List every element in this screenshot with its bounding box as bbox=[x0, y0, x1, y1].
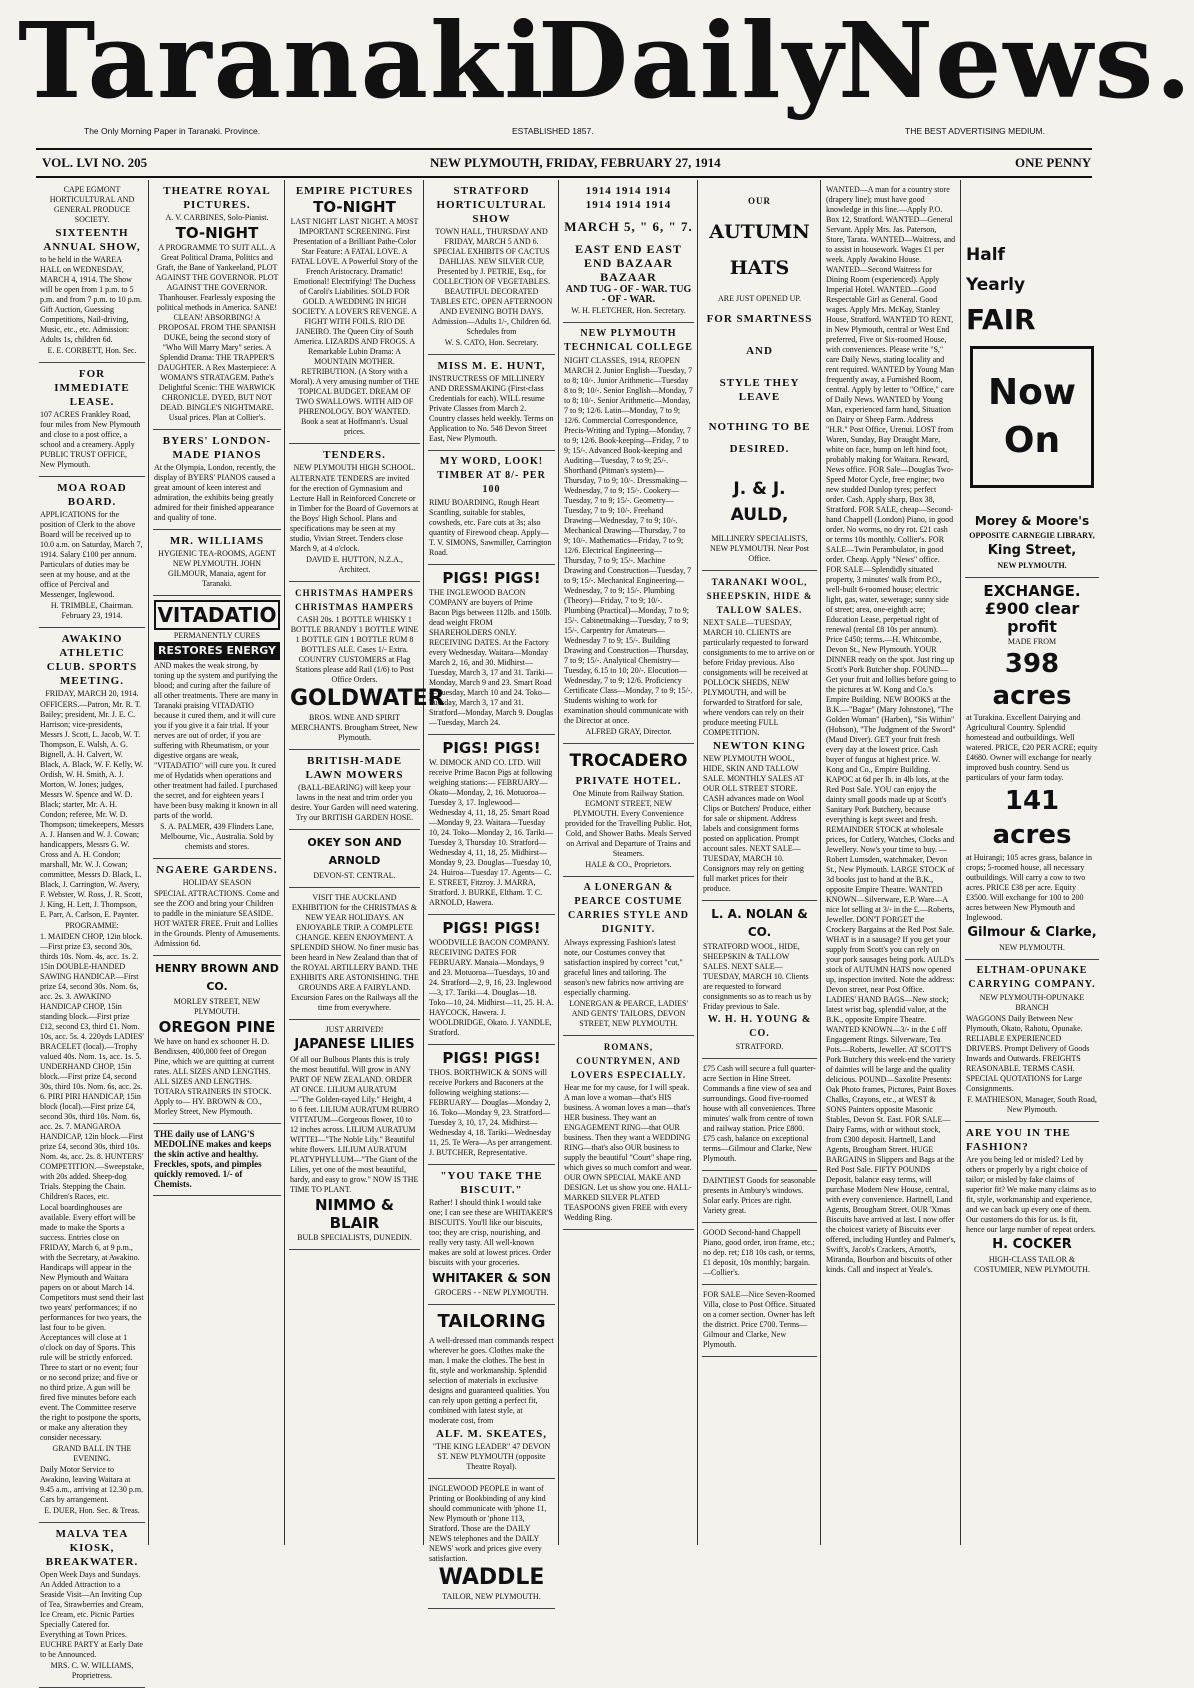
ad-subtitle: OPPOSITE CARNEGIE LIBRARY, bbox=[969, 531, 1095, 540]
masthead-rule-top bbox=[36, 148, 1092, 150]
ad-line: 398 acres bbox=[992, 649, 1072, 711]
classified-ads bbox=[825, 180, 957, 1281]
ad-title: ARE YOU IN THE FASHION? bbox=[966, 1127, 1071, 1153]
ad-title: MOA ROAD BOARD. bbox=[57, 482, 127, 508]
ad-line: 141 acres bbox=[992, 786, 1072, 850]
programme-body: 1. MAIDEN CHOP, 12in block.—First prize £3, second 30s, thirds 10s. Nom. 4s, acc. 1s. 2. 15in DOUBLE-HANDED SAWING HANDICAP.—First prize £4, second 30s. Nom. 6s, acc. 2s. 3. AWAKINO HANDICAP CHOP, 15in standing block.—First prize £12, second £3, third £1. Nom. 10s, acc. 5s. 4. 220yds LADIES' BRACELET (local).—Trophy valued 40s. Nom. 1s, acc. 1s. 5. UNDERHAND CHOP, 15in block.—First prize £4, second 30s, third 10s. Nom. 6s, acc. 2s. 6. PIRI PIRI HANDICAP, 15in block (local).—First prize £4, second 30s, third 10s. Nom. 6s, acc. 2s. 7. MANGAROA HANDICAP, 12in block.—First prize £4, second 30s, third 10s. Nom. 4s, acc. 2s. 8. HUNTERS' COMPETITION.—Sweepstake, with 20s added. Sheep-dog Trials. Stepping the Chain. Children's Races, etc. bbox=[40, 932, 144, 1201]
masthead-rule-bottom bbox=[36, 176, 1092, 178]
ad-body: A PROGRAMME TO SUIT ALL. A Great Political Drama, Politics and Graft, the Bane of Yankeeland, PLOT AGAINST THE GOVERNOR. PLOT AGAINST THE GOVERNOR. Thanhouser. Fearlessly exposing the political methods in America. SANE! CLEAN! ABSORBING! A PROPOSAL FROM THE SPANISH DUKE, being the second story of "Who Will Marry Mary" series. A Splendid Drama: THE TRAPPER'S DAUGHTER. A Rex Masterpiece: A WOMAN'S STRATAGEM. Pathe's Delightful Scenic: THE WARWICK CHRONICLE. DYED, BUT NOT DEAD. BINGLE'S NIGHTMARE. Usual prices. Plan at Collier's. bbox=[155, 243, 279, 422]
ad-body: at Huirangi; 105 acres grass, balance in crops; 5-roomed house, all necessary outbuildings. Will carry a cow to two acres. PRICE £38 per acre. Equity £3500. Will exchange for 100 to 200 acres between New Plymouth and Inglewood. bbox=[966, 853, 1092, 922]
ad-subtitle: PRIVATE HOTEL. bbox=[575, 775, 682, 787]
ad-line: Yearly bbox=[966, 275, 1026, 295]
ad-body: THE INGLEWOOD BACON COMPANY are buyers of Prime Bacon Pigs between 112lb. and 150lb. dead weight FROM SHAREHOLDERS ONLY. RECEIVING DATES. At the Factory every Wednesday. Waitara—Monday March 2, 16, and 30. Midhirst—Tuesday, March 3, 17 and 31. Tariki—Monday, March 9 and 23. Smart Road—Tuesday, March 10 and 24. Toko—Tuesday, March 3, 17 and 31. Stratford—Monday, March 9. Douglas—Tuesday, March 24. bbox=[429, 588, 554, 727]
ad-title: MALVA TEA KIOSK, BREAKWATER. bbox=[45, 1528, 139, 1568]
ad-body: at Turakina. Excellent Dairying and Agricultural Country. Splendid homestead and outbuildings. Well watered. PRICE, £20 PER ACRE; equity £4680. Owner will exchange for nearly improved bush country. Send us particulars of your farm today. bbox=[966, 713, 1098, 782]
masthead-established: ESTABLISHED 1857. bbox=[512, 126, 594, 136]
ad-line: Now bbox=[987, 372, 1077, 413]
ad-signature: GROCERS - - NEW PLYMOUTH. bbox=[434, 1288, 549, 1297]
byers-pianos-ad bbox=[153, 430, 281, 530]
ad-title: EMPIRE PICTURES bbox=[295, 185, 414, 197]
ad-body: NIGHT CLASSES, 1914, REOPEN MARCH 2. Junior English—Tuesday, 7 to 8; 10/-. Junior Arithmetic—Tuesday 8 to 9; 10/-. Senior English—Monday, 7 to 8; 10/-. Senior Arithmetic—Monday, 7 to 9; 12/6. Latin—Monday, 7 to 9; 12/6. Commercial Correspondence, Precis-Writing and Typing—Monday, 7 to 9; 12/6. Book-keeping—Friday, 7 to 9; 15/-. Advanced Book-keeping and Auditing—Tuesday, 7 to 9; 25/-. Shorthand (Pitman's system)—Thursday, 7 to 9; 10/-. Dressmaking—Wednesday, 7 to 9; 15/-. Cookery—Tuesday, 7 to 9; 15/-. Geometry—Tuesday, 7 to 9; 10/-. Freehand Drawing—Wednesday, 7 to 9; 10/-. Mechanical Drawing—Thursday, 7 to 9; 10/-. Mathematics—Friday, 7 to 9; 12/6. Electrical Engineering—Thursday, 7 to 9; 15/-. Machine Drawing and Construction—Tuesday, 7 to 9; 15/-. Mechanical Engineering—Wednesday, 7 to 9; 15/-. Plumbing (Theory)—Friday, 7 to 9; 10/-. Plumbing (Practical)—Monday, 7 to 9; 15/-. Cabinetmaking—Tuesday, 7 to 9; 15/-. Carpentry for Amateurs—Wednesday 7 to 9; 15/-. Building Drawing and Construction—Thursday, 7 to 9; 15/-. Analytical Chemistry—Tuesday, 6.15 to 10; 20/-. Elocution—Wednesday, 7 to 9; 12/6. Proficiency Certificate Class—Monday, 7 to 9; 15/-. Students wishing to work for examination should communicate with the Director at once. bbox=[564, 356, 693, 725]
column-1 bbox=[36, 180, 148, 1680]
woodville-bacon-ad bbox=[428, 915, 555, 1045]
ad-subtitle: HOLIDAY SEASON bbox=[182, 878, 252, 887]
villa-sale-ad bbox=[702, 1285, 817, 1357]
masthead-advert: THE BEST ADVERTISING MEDIUM. bbox=[905, 126, 1045, 136]
ad-body: INSTRUCTRESS OF MILLINERY AND DRESSMAKING (First-class Credentials for each). WILL resume Private Classes from March 2. Country classes held weekly. Terms on Application to No. 548 Devon Street East, New Plymouth. bbox=[429, 374, 554, 443]
ad-signature: HIGH-CLASS TAILOR & COSTUMIER, NEW PLYMOUTH. bbox=[974, 1255, 1090, 1274]
chappell-piano-ad bbox=[702, 1223, 817, 1285]
ad-brand: NIMMO & BLAIR bbox=[314, 1196, 395, 1232]
ad-body: One Minute from Railway Station. EGMONT STREET, NEW PLYMOUTH. Every Convenience provided for the Travelling Public. Hot, Cold, and Shower Baths. Meals Served on Arrival and Departure of Trains and Steamers. bbox=[565, 789, 692, 858]
ad-years: 1914 1914 1914 bbox=[585, 199, 672, 211]
ad-title: THEATRE ROYAL PICTURES. bbox=[163, 185, 271, 211]
ad-date: FRIDAY, MARCH 20, 1914. bbox=[45, 689, 139, 698]
ad-brand: WHITAKER & SON bbox=[432, 1271, 551, 1285]
ad-heading: CAPE EGMONT HORTICULTURAL AND GENERAL PRODUCE SOCIETY. bbox=[49, 185, 135, 224]
okey-son-arnold-ad bbox=[289, 830, 420, 888]
ad-line: FAIR bbox=[966, 303, 1036, 336]
ad-line: King Street, bbox=[987, 543, 1077, 558]
ad-body: £75 Cash will secure a full quarter-acre Section in Hine Street. Commands a fine view of sea and surroundings. Good five-roomed house with all conveniences. Three minutes' walk from centre of town and railway station. Price £800. £75 cash, balance on exceptional terms—Gilmour and Clarke, New Plymouth. bbox=[703, 1064, 816, 1163]
ad-line: MADE FROM bbox=[1007, 637, 1057, 646]
inglewood-bacon-ad bbox=[428, 565, 555, 735]
sports-notes: Local boardinghouses are available. Every effort will be made to make the Sports a success. Entries close on FRIDAY, March 6, at 9 p.m., with the Secretary, at Awakino. Handicaps will appear in the New Plymouth and Waitara papers on or about March 14. Competitors must send their last two years' performances; if no performances for two years, the last four to be given. Acceptances will close at 1 o'clock on day of Sports. This rule will be strictly enforced. Three to start or no event; four or no second prize; and five or no third prize. A gun will be fired five minutes before each event. The Committee reserve the right to postpone the sports, or make any alteration they consider necessary. bbox=[40, 1203, 144, 1442]
ad-body: STRATFORD WOOL, HIDE, SHEEPSKIN & TALLOW SALES. NEXT SALE—TUESDAY, MARCH 10. Clients are requested to forward consignments so as to reach us by Friday previous to Sale. bbox=[703, 942, 812, 1011]
ad-body: GOOD Second-hand Chappell Piano, good order, iron frame, etc.; no dep. ret; £18 10s cash, or terms, £1 deposit, 10s monthly; bargain.—Collier's. bbox=[703, 1228, 815, 1277]
ad-signature: H. TRIMBLE, Chairman. February 23, 1914. bbox=[50, 601, 134, 620]
ad-product: OREGON PINE bbox=[158, 1018, 276, 1036]
ad-title: PIGS! PIGS! bbox=[442, 569, 541, 587]
column-8 bbox=[962, 180, 1102, 1545]
stratford-show-ad bbox=[428, 180, 555, 355]
ad-signature: MRS. C. W. WILLIAMS, Proprietress. bbox=[50, 1661, 134, 1680]
column-rule bbox=[697, 180, 698, 1545]
masthead-title-left: Taranaki bbox=[18, 0, 546, 122]
classified-body: WANTED—A man for a country store (drapery line); must have good knowledge in this line.—Apply P.O. Box 12, Stratford. WANTED—General Servant. Apply Mrs. Jas. Paterson, Store, Tarata. WANTED—Waitress, and to assist in housework. Wages £1 per week. Apply Awakino House. WANTED—Second Waitress for Dining Room (experienced). Apply Imperial Hotel. WANTED—Good Respectable Girl as General. Good wages. Apply Mrs. McKay, Stanley House, Stratford. WANTED TO RENT, in New Plymouth, central or West End preferred, Five or Six-roomed House, with conveniences. Please write "S," care Daily News, stating locality and rent required. WANTED by Young Man frequently away, a Furnished Room, central. Apply by letter to "Office," care of Daily News. WANTED by Young Man, experienced farm hand, Situation on Dairy or Sheep Farm. Address "H.R." Post Office, Urenui. LOST from Waren, Sunday, Bay Draught Mare, white on face, hump on left hind foot, probably making for Waitara. Reward, News office. FOR Sale—Douglas Two-Speed Motor Cycle, free engine; two new studded Dunlop tyres; perfect order. Cash. Apply sharp, Box 38, Stratford. FOR SALE, cheap—Second-hand Chappell (London) Piano, in good order. No worms, no dry rot. £21 cash or terms 10s monthly. Collier's. FOR SALE—Twin Perambulator, in good order. Cheap. Apply "News" office. FOR SALE—Splendidly situated property, 3 minutes' walk from P.O., well-built 6-roomed house; electric light, gas, water, sewerage; sunny side of street; area, one-eighth acre; Education Lease, perpetual right of renewal (rental £8 10s per annum). Price £450; terms.—H. Whitcombe, Devon St., New Plymouth. YOUR DINNER ready on the spot. Just ring up Scott's Pork Butcher shop. FOUND—Get your fruit and lollies before going to the pictures at W. Kong and Co.'s Empire Building. NEW BOOKS at the B.K.—"Bagar" (Mary Johnstone), "The Golden Woman" (Harben), "Sis Within" (Hobson), "The Judgment of the Sword" (Maud Diver). GET your fruit fresh every day at the lowest price. Cash buyer of fungus at highest price. W. Kong and Co., Empire Building. KAPOC at 6d per lb. in 4lb lots, at the Red Post Sale. YOU can enjoy the dainty small goods made up at Scott's Sanitary Pork Butchery, because everything is kept sweet and fresh. REMAINDER STOCK at wholesale prices, for Cutlery, Watches, Clocks and Jewellery. Now's your time to buy. —Robert Lumsden, watchmaker, Devon St., New Plymouth. LARGE STOCK of 3d books just to hand at the B.K., opposite Empire Theatre. WANTED KNOWN—Silverware, E.P. Ware—A nice lot selling at 3/- in the £.—Roberts, Jeweller. DON'T FORGET the Crockery Bargains at the Red Post Sale. WHAT is in a sausage? If you get your supply from Scott's you can rely on your pork sausages being pork. AULD's stock of AUTUMN HATS now opened up, inspection invited. Note the address: Devon street, near Post Office. LADIES' HAND BAGS—New stock; latest wrist bag, splendid value, at the B.K., opposite Empire Theatre. WANTED KNOWN—3/- in the £ off Engagement Rings. Silverware, Tea Pots.—Roberts, Jeweller. AT SCOTT'S Pork Butchery this week-end the variety of dainties will be large and the quality delicious. POUND—Saxolite Presents: Oak Photo frames, Pictures, Paint Boxes Chalks, Crayons, etc., at WEST & SONS Painters opposite Masonic Stables, Devon St. East. FOR SALE—Dairy Farms, with or without stock, from £300 deposit. Hartnell, Land Agents, Brougham Street. HUGE BARGAINS in Slippers and Bags at the Red Post Sale. FIFTY POUNDS Deposit, balance easy terms, will purchase Modern New House, central, with every convenience. Hartnell, Land Agents, Brougham Street. OUR 'Xmas Biscuits have arrived at last. I now offer the choicest variety of Biscuits ever offered, including Huntley and Palmer's, Swift's, Jacob's Crackers, Arnott's, Miranda, Bourbon and biscuits of other kinds. Call and inspect at Yeale's. bbox=[826, 185, 956, 1274]
wool-sales-ad bbox=[702, 571, 817, 901]
ad-subtitle: A. V. CARBINES, Solo-Pianist. bbox=[165, 213, 269, 222]
volume-number: VOL. LVI NO. 205 bbox=[42, 155, 148, 170]
printing-ad bbox=[428, 1479, 555, 1609]
henry-brown-ad bbox=[153, 956, 281, 1124]
ad-title: PIGS! PIGS! bbox=[442, 919, 541, 937]
ad-signature: LONERGAN & PEARCE, LADIES' AND GENTS' TAILORS, DEVON STREET, NEW PLYMOUTH. bbox=[569, 999, 688, 1028]
ad-body: At the Olympia, London, recently, the display of BYERS' PIANOS caused a great amount of keen interest and admiration, the exhibits being greatly admired for their finished appearance and quality of tone. bbox=[154, 463, 276, 522]
ad-body: AND TUG - OF - WAR. TUG - OF - WAR. bbox=[565, 284, 692, 305]
christmas-hampers-ad bbox=[289, 582, 445, 750]
ad-brand: GOLDWATER bbox=[290, 686, 445, 711]
ad-body: Hear me for my cause, for I will speak. A man love a woman—that's HIS business. A woman loves a man—that's HER business. They want an ENGAGEMENT RING—that OUR business. Then they want a WEDDING RING—that's also OUR business to supply the beautiful "Court" shape ring, which gives so much comfort and wear. OUR OWN SPECIAL MAKE AND DESIGN. Let us show you one. HALL-MARKED SILVER PLATED TEASPOONS given FREE with every Wedding Ring. bbox=[564, 1083, 692, 1222]
ad-body: to be held in the WAREA HALL on WEDNESDAY, MARCH 4, 1914. The Show will be open from 1 p.m. to 5 p.m. and from 7 p.m. to 10 p.m. Gift Auction, Guessing Competitions, Nail-driving, Music, etc., etc. Admission: Adults 1s, children 6d. bbox=[40, 255, 142, 344]
ad-brand: ALF. M. SKEATES, bbox=[435, 1428, 548, 1440]
ad-title: PIGS! PIGS! bbox=[442, 739, 541, 757]
ad-title: NGAERE GARDENS. bbox=[156, 864, 278, 876]
ad-subtitle: NEW PLYMOUTH-OPUNAKE BRANCH bbox=[979, 993, 1085, 1012]
ad-signature: STRATFORD. bbox=[735, 1042, 784, 1051]
ad-body: VISIT THE AUCKLAND EXHIBITION for the CHRISTMAS & NEW YEAR HOLIDAYS. AN ENJOYABLE TRIP. A COMPLETE CHANGE. KEEN ENJOYMENT. A SPLENDID SHOW. No finer music has been heard in New Zealand than that of the ROYAL ARTILLERY BAND. THE EXHIBITS ARE ASTONISHING. THE GROUNDS ARE A FAIRYLAND. Excursion Fares on the Railways all the time from everywhere. bbox=[290, 893, 419, 1012]
dateline bbox=[0, 155, 1114, 175]
column-7 bbox=[822, 180, 960, 1545]
theatre-royal-ad bbox=[153, 180, 281, 430]
lonergan-pearce-ad bbox=[563, 877, 694, 1036]
empire-pictures-ad bbox=[289, 180, 420, 444]
ad-subtitle: NEW PLYMOUTH HIGH SCHOOL. bbox=[293, 463, 416, 472]
ad-title: TAILORING bbox=[437, 1311, 546, 1332]
trocadero-ad bbox=[563, 744, 694, 877]
ad-signature: TAILOR, NEW PLYMOUTH. bbox=[442, 1592, 541, 1601]
ad-banner: RESTORES ENERGY bbox=[154, 642, 280, 660]
column-3 bbox=[286, 180, 445, 1545]
ad-title: MISS M. E. HUNT, bbox=[437, 360, 546, 372]
masthead-title-right: News. bbox=[838, 0, 1194, 122]
ad-body: (BALL-BEARING) will keep your lawns in the neat and trim order you desire. Your Garden will need watering. Try our BRITISH GARDEN HOSE. bbox=[290, 783, 419, 822]
ad-title: BRITISH-MADE LAWN MOWERS bbox=[305, 755, 404, 781]
ad-brand: H. COCKER bbox=[992, 1237, 1072, 1252]
half-yearly-fair-ad bbox=[965, 180, 1099, 578]
ad-title: ROMANS, COUNTRYMEN, AND LOVERS ESPECIALLY. bbox=[570, 1042, 687, 1080]
column-rule bbox=[558, 180, 559, 1545]
williams-tearooms-ad bbox=[153, 530, 281, 596]
langs-medoline-ad bbox=[153, 1124, 281, 1196]
column-rule bbox=[284, 180, 285, 1545]
ad-body: CASH 20s. 1 BOTTLE WHISKY 1 BOTTLE BRANDY 1 BOTTLE WINE 1 BOTTLE GIN 1 BOTTLE RUM 8 BOTTLES ALE. Cases 1/- Extra. COUNTRY CUSTOMERS at Flag Stations please add Rail (1/6) to Post Office Orders. bbox=[290, 615, 419, 684]
ad-title: STRATFORD HORTICULTURAL SHOW bbox=[436, 185, 547, 225]
price: ONE PENNY bbox=[1015, 155, 1092, 170]
column-4 bbox=[425, 180, 558, 1601]
ad-signature: NEW PLYMOUTH. bbox=[999, 943, 1065, 952]
ngaere-gardens-ad bbox=[153, 859, 281, 956]
ad-body: SPECIAL ATTRACTIONS. Come and see the ZOO and bring your Children to paddle in the miniature SEASIDE. HOT WATER FREE. Fruit and Lollies in the Grounds. Plenty of Amusements. Admission 6d. bbox=[154, 889, 280, 948]
ad-subtitle: DEVON-ST. CENTRAL. bbox=[313, 871, 396, 880]
athletic-sports-ad bbox=[39, 628, 145, 1523]
ad-body: TOWN HALL, THURSDAY AND FRIDAY, MARCH 5 AND 6. SPECIAL EXHIBITS OF CACTUS DAHLIAS. NEW SILVER CUP, Presented by J. PETRIE, Esq., for COLLECTION OF VEGETABLES. BEAUTIFUL DECORATED TABLES ETC. OPEN AFTERNOON AND EVENING BOTH DAYS. Admission—Adults 1/-, Children 6d. Schedules from bbox=[430, 227, 553, 336]
ad-signature: E. E. CORBETT, Hon. Sec. bbox=[47, 346, 137, 355]
presents-ad bbox=[702, 1171, 817, 1223]
millinery-classes-ad bbox=[428, 355, 555, 451]
masthead-title-mid: Daily bbox=[538, 0, 846, 122]
ad-body: APPLICATIONS for the position of Clerk to the above Board will be received up to 10.0 a.m. on Saturday, March 7, 1914. Salary £100 per annum. Particulars of duties may be seen at my house, and at the office of Percival and Messenger, Inglewood. bbox=[40, 510, 143, 599]
ad-title: JAPANESE LILIES bbox=[294, 1037, 415, 1052]
column-5 bbox=[560, 180, 697, 1545]
ad-title: EXCHANGE. bbox=[983, 582, 1081, 600]
ad-tonight: TO-NIGHT bbox=[313, 198, 396, 216]
ad-signature: NEW PLYMOUTH. bbox=[997, 561, 1067, 570]
land-section-ad bbox=[702, 1059, 817, 1171]
ad-brand: Gilmour & Clarke, bbox=[967, 925, 1097, 940]
column-6 bbox=[699, 180, 820, 1545]
technical-college-ad bbox=[563, 323, 694, 744]
ad-line: DESIRED. bbox=[729, 443, 790, 455]
ad-signature: W. S. CATO, Hon. Secretary. bbox=[444, 338, 539, 347]
ad-title: TENDERS. bbox=[323, 449, 386, 461]
ad-title: TROCADERO bbox=[569, 751, 688, 771]
ad-body: INGLEWOOD PEOPLE in want of Printing or Bookbinding of any kind should communicate with 'phone 11, New Plymouth or 'phone 113, Stratford. Those are the DAILY NEWS telephones and the DAILY NEWS' work and prices give every satisfaction. bbox=[429, 1484, 547, 1563]
ad-title: PIGS! PIGS! bbox=[442, 1049, 541, 1067]
ad-brand: W. H. H. YOUNG & CO. bbox=[707, 1014, 812, 1039]
ad-signature: "THE KING LEADER" 47 DEVON ST. NEW PLYMOUTH (opposite Theatre Royal). bbox=[432, 1442, 551, 1471]
dimock-bacon-ad bbox=[428, 735, 555, 915]
ad-title: SIXTEENTH ANNUAL SHOW, bbox=[43, 227, 141, 253]
column-rule bbox=[148, 180, 149, 1545]
ad-title: AWAKINO ATHLETIC CLUB. SPORTS MEETING. bbox=[46, 633, 138, 687]
ad-body: THE daily use of LANG'S MEDOLINE makes and keeps the skin active and healthy. Freckles, spots, and pimples quickly removed. 1/- of Chemists. bbox=[154, 1129, 272, 1189]
ad-subtitle: MORLEY STREET, NEW PLYMOUTH. bbox=[173, 997, 261, 1016]
ad-body: RIMU BOARDING, Rough Heart Scantling, suitable for stables, cowsheds, etc. Fare cuts at 3s; also quantity of Firewood cheap. Apply— T. V. SIMONS, Sawmiller, Carrington Road. bbox=[429, 498, 552, 557]
autumn-hats-ad bbox=[702, 180, 817, 571]
column-rule bbox=[423, 180, 424, 1545]
ad-signature: DAVID E. HUTTON, N.Z.A., Architect. bbox=[306, 555, 403, 574]
auckland-exhibition-ad bbox=[289, 888, 420, 1020]
ad-title: ELTHAM-OPUNAKE CARRYING COMPANY. bbox=[968, 965, 1096, 990]
column-rule bbox=[820, 180, 821, 1545]
ad-signature: MILLINERY SPECIALISTS, NEW PLYMOUTH. Near Post Office. bbox=[709, 534, 810, 563]
ad-body: Are you being led or misled? Led by others or properly by a right choice of tailor; or misled by fake claims of superior fit? We make many claims as to fit, style, workmanship and experience, and we can back up every one of them. Our customers do this for us. Is fit, hence our large number of repeat orders. bbox=[966, 1155, 1097, 1234]
ad-signature: BULB SPECIALISTS, DUNEDIN. bbox=[297, 1233, 412, 1242]
ad-brand: Morey & Moore's bbox=[974, 514, 1090, 528]
ad-body: Of all our Bulbous Plants this is truly the most beautiful. Will grow in ANY PART OF NEW ZEALAND. ORDER AT ONCE. LILIUM AURATUM—"The Golden-rayed Lily." Height, 4 to 6 feet. LILIUM AURATUM RUBRO VITTATUM—Gorgeous flower, 10 to 12 inches across. LILIUM AURATUM WITTEI—"The Noble Lily." Beautiful white flowers. LILIUM AURATUM PLATYPHYLLUM—"The Giant of the Lilies, yet one of the most beautiful, hardy, and easy to grow." NOW IS THE TIME TO PLANT. bbox=[290, 1055, 419, 1194]
ad-brand: J. & J. AULD, bbox=[730, 479, 789, 525]
ad-tagline: PERMANENTLY CURES bbox=[173, 631, 261, 640]
ad-line: STYLE THEY LEAVE bbox=[719, 377, 800, 403]
ad-body: ALTERNATE TENDERS are invited for the erection of Gymnasium and Lecture Hall in Reinforced Concrete or in Timber for the Board of Governors at the Boys' High School. Plans and specifications may be seen at my studio, Vivian Street. Tenders close March 9, at 4 o'clock. bbox=[290, 474, 419, 553]
ad-title: MR. WILLIAMS bbox=[169, 535, 265, 547]
east-end-bazaar-ad bbox=[563, 180, 694, 323]
motor-service: Daily Motor Service to Awakino, leaving Waitara at 9.45 a.m., arriving at 12.30 p.m. Cars by arrangement. bbox=[40, 1465, 144, 1504]
ad-subtitle: JUST ARRIVED! bbox=[325, 1025, 384, 1034]
horticultural-show-ad bbox=[39, 180, 145, 363]
ad-body: FOR SALE—Nice Seven-Roomed Villa, close to Post Office. Situated on a corner section. Owner has left the district. Price £700. Terms—Gilmour and Clarke, New Plymouth. bbox=[703, 1290, 816, 1349]
whitaker-biscuits-ad bbox=[428, 1165, 555, 1305]
ad-line: AND bbox=[746, 345, 773, 357]
ad-body: LAST NIGHT LAST NIGHT. A MOST IMPORTANT SCREENING. First Presentation of a Brilliant Pathe-Color Star Feature: A FATAL LOVE. A FATAL LOVE. A Powerful Story of the French Aristocracy. Dramatic! Emotional! Electrifying! The Duchess of Caroli's Liabilities. SOLD FOR GOLD. A WEDDING IN HIGH SOCIETY. A LOVER'S REVENGE. A FIGHT WITH FOILS. RIO DE JANEIRO. The Queen City of South America. LIZARDS AND FROGS. A Remarkable Lubin Drama: A MOUNTAIN MOTHER. RETRIBUTION. (A Story with a Moral). A very amusing number of THE TOPICAL BUDGET. DREAM OF TWO SWALLOWS. WITH AID OF PHRENOLOGY. BOY WANTED. Book a seat at Hoffmann's. Usual prices. bbox=[290, 217, 419, 436]
moa-road-board-ad bbox=[39, 477, 145, 628]
vitadatio-ad bbox=[153, 596, 281, 859]
ad-tonight: TO-NIGHT bbox=[175, 224, 259, 242]
ad-subtitle: BROS. WINE AND SPIRIT MERCHANTS. Brougham Street, New Plymouth. bbox=[291, 713, 418, 742]
ad-body: Open Week Days and Sundays. An Added Attraction to a Seaside Visit—An Inviting Cup of Tea, Strawberries and Cream, Ice Cream, etc. Picnic Parties Specially Catered for. Everything at Town Prices. EUCHRE PARTY at Early Date to be Announced. bbox=[40, 1570, 144, 1659]
ad-body: Rather! I should think I would take one; I can see these are WHITAKER'S BISCUITS. You'll like our biscuits, too; they are crisp, nourishing, and really very tasty. All well-known makes are sold at lowest prices. Order biscuits with your groceries. bbox=[429, 1198, 553, 1267]
lawn-mowers-ad bbox=[289, 750, 420, 830]
ad-signature: F. MATHIESON, Manager, South Road, New Plymouth. bbox=[967, 1095, 1097, 1114]
tailoring-ad bbox=[428, 1305, 555, 1479]
ad-our: OUR bbox=[748, 196, 771, 206]
ad-body: AND makes the weak strong, by toning up the system and purifying the blood; and curing after the failure of all other treatments. There are many in Taranaki praising VITADATIO because it cured them, and it will cure you if you give it a fair trial. If your nerves are out of order, if you are suffering with Rheumatism, or your digestive organs are weak, "VITADATIO" will cure you. It cured me of Hydatids when operations and other treatment had failed. I purchased the secret, and for eighteen years I have been busy making it known in all parts of the world. bbox=[154, 661, 279, 820]
ad-body: We have on hand ex schooner H. D. Bendixsen, 400,000 feet of Oregon Pine, which we are quitting at current rates. ALL SIZES AND LENGTHS. ALL SIZES AND LENGTHS. TOTARA STRAINERS IN STOCK. Apply to— HY. BROWN & CO., Morley Street, New Plymouth. bbox=[154, 1037, 275, 1116]
ad-body: 107 ACRES Frankley Road, four miles from New Plymouth and close to a post office, a school and a creamery. Apply PUBLIC TRUST OFFICE, New Plymouth. bbox=[40, 410, 141, 469]
ad-title: NEW PLYMOUTH TECHNICAL COLLEGE bbox=[564, 328, 693, 353]
column-rule bbox=[960, 180, 961, 1545]
japanese-lilies-ad bbox=[289, 1020, 420, 1250]
ad-title: EAST END EAST END BAZAAR BAZAAR bbox=[575, 242, 682, 284]
ad-brand: WADDLE bbox=[438, 1565, 545, 1590]
ad-title: TARANAKI WOOL, SHEEPSKIN, HIDE & TALLOW SALES. bbox=[706, 577, 813, 615]
exchange-ad bbox=[965, 578, 1099, 960]
masthead bbox=[18, 0, 1194, 124]
ball-notice: GRAND BALL IN THE EVENING. bbox=[52, 1444, 132, 1463]
ad-dates: MARCH 5, " 6, " 7. bbox=[564, 219, 693, 234]
ad-title: AUTUMN HATS bbox=[709, 221, 810, 279]
ad-title: L. A. NOLAN & CO. bbox=[711, 907, 808, 939]
wedding-ring-ad bbox=[563, 1036, 694, 1230]
ad-body: W. DIMOCK AND CO. LTD. Will receive Prime Bacon Pigs at following weighing stations:— FEBRUARY— Okato—Monday, 2, 16. Motuoroa—Tuesday 3, 17. Inglewood—Wednesday 4, 11, 18, 25. Smart Road—Monday 9, 23. Waitara—Tuesday 10, 24. Toko—Monday 2, 16. Tariki—Tuesday 3, Thursday 10. Stratford—Wednesday 4, 11, 18, 25. Midhirst—Monday 9, 23. Douglas—Tuesday 10, 24. Huiroa—Tuesday 17. Agents— C. E. STREET, Fitzroy. J. MARRA, Stratford. J. BURKE, Eltham. T. C. ARNOLD, Hawera. bbox=[429, 758, 553, 907]
ad-title: FOR IMMEDIATE LEASE. bbox=[54, 368, 130, 408]
ad-body: THOS. BORTHWICK & SONS will receive Porkers and Baconers at the following weighing stations:— FEBRUARY— Douglas—Monday 2, 16. Toko—Monday 9, 23. Stratford—Tuesday 3, 10, 17, 24. Midhirst—Wednesday 4, 18. Tariki—Wednesday 11, 25. Te Wera—As per arrangement. J. BUTCHER, Representative. bbox=[429, 1068, 553, 1157]
ad-brand: NEWTON KING bbox=[712, 740, 806, 752]
ad-line: NOTHING TO BE bbox=[708, 421, 811, 433]
ad-signature: S. A. PALMER, 439 Flinders Lane, Melbourne, Vic., Australia. Sold by chemists and stores. bbox=[160, 822, 274, 851]
carrying-company-ad bbox=[965, 960, 1099, 1122]
ad-line: £900 clear profit bbox=[984, 599, 1080, 636]
tea-kiosk-ad bbox=[39, 1523, 145, 1688]
now-on-box bbox=[970, 346, 1094, 488]
ad-line: FOR SMARTNESS bbox=[706, 313, 813, 325]
ad-line: ARE JUST OPENED UP. bbox=[718, 294, 801, 303]
ad-title: BYERS' LONDON-MADE PIANOS bbox=[162, 435, 272, 461]
ad-body: Always expressing Fashion's latest note, our Costumes convey that satisfaction inspired by correct "cut," graceful lines and tailoring. The season's new fabrics now arriving are especially charming. bbox=[564, 938, 684, 997]
ad-years: 1914 1914 1914 bbox=[585, 185, 672, 197]
ad-body: NEW PLYMOUTH WOOL, HIDE, SKIN AND TALLOW SALE. MONTHLY SALES AT OUR OLL STREET STORE. CASH advances made on Wool Clips or Butchers' Produce, either for sale or shipment. Address labels and consignment forms posted on application. Prompt account sales. NEXT SALE—TUESDAY, MARCH 10. Consignors may rely on getting full market prices for their produce. bbox=[703, 754, 811, 893]
nolan-ad bbox=[702, 901, 817, 1059]
ad-body: WOODVILLE BACON COMPANY. RECEIVING DATES FOR FEBRUARY. Manaia—Mondays, 9 and 23. Motuoroa—Tuesdays, 10 and 24. Stratford—2, 9, 16, 23. Inglewood—3, 17. Tariki—4. Douglas—18. Toko—10, 24. Midhirst—11, 25. H. A. HAYCOCK, Hawera. J. WOOLDRIDGE, Okato. J. YANDLE, Stratford. bbox=[429, 938, 554, 1037]
ad-signature: E. DUER, Hon. Sec. & Treas. bbox=[44, 1506, 140, 1515]
ad-body: DAINTIEST Goods for seasonable presents in Ambury's windows. Solar early. Prices are right. Variety great. bbox=[703, 1176, 816, 1215]
column-2 bbox=[150, 180, 284, 1545]
ad-line: Half bbox=[966, 245, 1005, 265]
ad-title: MY WORD, LOOK! TIMBER AT 8/- PER 100 bbox=[437, 456, 546, 495]
ad-title: HENRY BROWN AND CO. bbox=[155, 962, 279, 993]
ad-body: NEXT SALE—TUESDAY, MARCH 10. CLIENTS are particularly requested to forward consignments to me to arrive on or before Friday previous. Also consignments will be received at POLLOCK SHEDS, NEW PLYMOUTH, and will be forwarded to Stratford for sale, where vendors can rely on their produce meeting FULL COMPETITION. bbox=[703, 618, 815, 737]
ad-line: On bbox=[1003, 420, 1061, 461]
masthead-tagline: The Only Morning Paper in Taranaki. Province. bbox=[84, 126, 261, 136]
ad-body: A well-dressed man commands respect wherever he goes. Clothes make the man. I make the clothes. The best in fit, style and workmanship. Splendid selection of materials in exclusive designs and guaranteed qualities. You can rely upon getting a perfect fit, combined with latest style, at moderate cost, from bbox=[429, 1336, 554, 1425]
ad-body: WAGGONS Daily Between New Plymouth, Okato, Rahotu, Opunake. RELIABLE EXPERIENCED DRIVERS. Prompt Delivery of Goods Inwards and Outwards. FREIGHTS REASONABLE. TERMS CASH. SPECIAL QUOTATIONS for Large Consignments. bbox=[966, 1014, 1090, 1093]
borthwick-ad bbox=[428, 1045, 555, 1165]
place-date: NEW PLYMOUTH, FRIDAY, FEBRUARY 27, 1914 bbox=[430, 155, 721, 170]
tenders-ad bbox=[289, 444, 420, 582]
timber-ad bbox=[428, 451, 555, 565]
programme-heading: PROGRAMME: bbox=[65, 921, 119, 930]
ad-title: A LONERGAN & PEARCE COSTUME CARRIES STYLE AND DIGNITY. bbox=[568, 882, 689, 935]
ad-title: VITADATIO bbox=[154, 600, 280, 630]
ad-signature: ALFRED GRAY, Director. bbox=[585, 727, 672, 736]
lease-ad bbox=[39, 363, 145, 477]
ad-title: OKEY SON AND ARNOLD bbox=[307, 836, 402, 867]
ad-title: "YOU TAKE THE BISCUIT." bbox=[440, 1170, 543, 1196]
fashion-ad bbox=[965, 1122, 1099, 1281]
ad-body: HYGIENIC TEA-ROOMS, AGENT NEW PLYMOUTH. JOHN GILMOUR, Manaia, agent for Taranaki. bbox=[158, 549, 276, 588]
ad-signature: W. H. FLETCHER, Hon. Secretary. bbox=[571, 306, 686, 315]
ad-body: OFFICERS.—Patron, Mr. R. T. Bailey; president, Mr. J. E. C. Harrison; vice-presidents, Messrs J. Scott, L. Jacob, W. T. Thompson, E. Walsh, A. G. Bignell, A. H. Calvert, W. Black, A. Black, W. F. Kelly, W. Ordish, W. H. Smith, A. J. Morton, W. Jones; judges, Messrs W. Spence and W. D. Black; starter, Mr. A. H. Condon; referee, Mr. W. D. Thompson; timekeepers, Messrs A. J. Hansen and W. J. Cowan; handicappers, Messrs G. W. Cross and A. H. Condon; marshall, Mr. W. J. Cowan; committee, Messrs D. Black, L. Black, J. Carrington, W. Avery, F. Webster, W. Ross, J. R. Scott, J. King, H. Lett, J. Thompson, E. Parr, A. Carlson, E. Paynter. bbox=[40, 700, 144, 919]
ad-signature: HALE & CO., Proprietors. bbox=[585, 860, 672, 869]
ad-title: CHRISTMAS HAMPERS CHRISTMAS HAMPERS bbox=[295, 588, 414, 612]
